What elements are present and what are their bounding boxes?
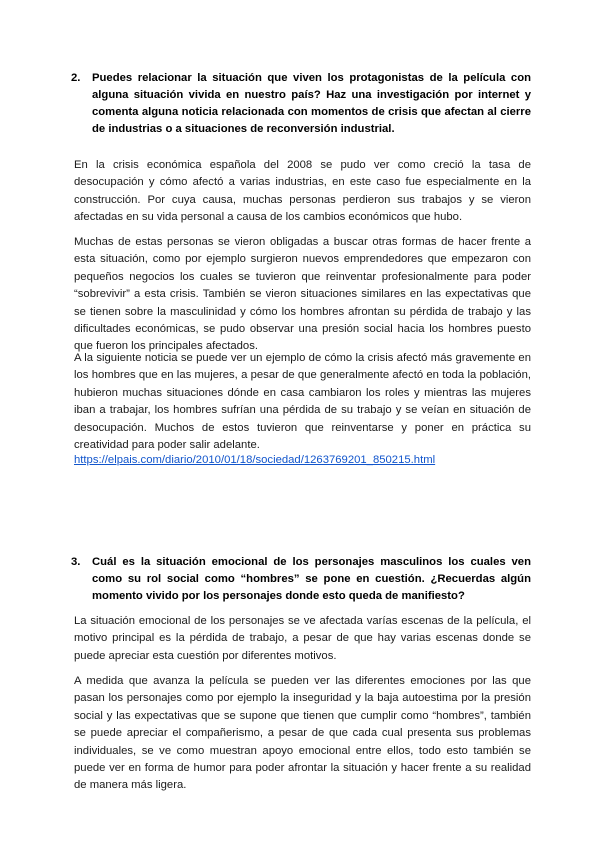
- news-link[interactable]: https://elpais.com/diario/2010/01/18/sociedad/1263769201_850215.html: [74, 454, 436, 466]
- answer-3-paragraph-2: A medida que avanza la película se pueden ver las diferentes emociones por las que pasan los personajes como por ejemplo la inseguridad y la baja autoestima por la presión social y las expectativas que se supone que tienen que cumplir como “hombres”, también se puede apreciar el compañerismo, a pesar de que cada cual presenta sus problemas individuales, se ve como muestran apoyo emocional entre ellos, todo esto también se puede ver en forma de humor para poder afrontar la situación y hacer frente a su realidad de manera más ligera.: [74, 675, 531, 792]
- question-number: 2.: [71, 72, 81, 84]
- question-2: [71, 70, 531, 138]
- answer-2-paragraph-3: A la siguiente noticia se puede ver un ejemplo de cómo la crisis afectó más gravemente en los hombres que en las mujeres, a pesar de que generalmente afectó en toda la población, hubieron muchas situaciones dónde en casa cambiaron los roles y mientras las mujeres iban a trabajar, los hombres sufrían una pérdida de su trabajo y se veían en situación de desocupación. Muchos de estos tuvieron que reinventarse y poner en práctica su creatividad para poder salir adelante.: [74, 352, 531, 452]
- question-number: 3.: [71, 556, 81, 568]
- question-text: Cuál es la situación emocional de los personajes masculinos los cuales ven como su rol social como “hombres” se pone en cuestión. ¿Recuerdas algún momento vivido por los personajes donde esto queda de manifiesto?: [92, 556, 531, 602]
- question-3: [71, 554, 531, 605]
- answer-2-paragraph-2: Muchas de estas personas se vieron obligadas a buscar otras formas de hacer frente a esta situación, como por ejemplo surgieron nuevos emprendedores que empezaron con pequeños negocios los cuales se tuvieron que reinventar profesionalmente para poder “sobrevivir” a esta crisis. También se vieron situaciones similares en las expectativas que se tienen sobre la masculinidad y cómo los hombres afrontan su pérdida de trabajo y las dificultades económicas, se pudo observar una presión social hacia los hombres puesto que fueron los principales afectados.: [74, 236, 531, 353]
- answer-3-paragraph-1: La situación emocional de los personajes se ve afectada varías escenas de la película, el motivo principal es la pérdida de trabajo, a pesar de que hay varias escenas donde se puede apreciar esta cuestión por diferentes motivos.: [74, 615, 531, 662]
- question-text: Puedes relacionar la situación que viven los protagonistas de la película con alguna situación vivida en nuestro país? Haz una investigación por internet y comenta alguna noticia relacionada con momentos de crisis que afectan al cierre de industrias o a situaciones de reconversión industrial.: [92, 72, 531, 135]
- answer-2-paragraph-1: En la crisis económica española del 2008 se pudo ver como creció la tasa de desocupación y cómo afectó a varias industrias, en este caso fue especialmente en la construcción. Por cuya causa, muchas personas perdieron sus trabajos y se vieron afectadas en su vida personal a causa de los cambios económicos que hubo.: [74, 159, 531, 224]
